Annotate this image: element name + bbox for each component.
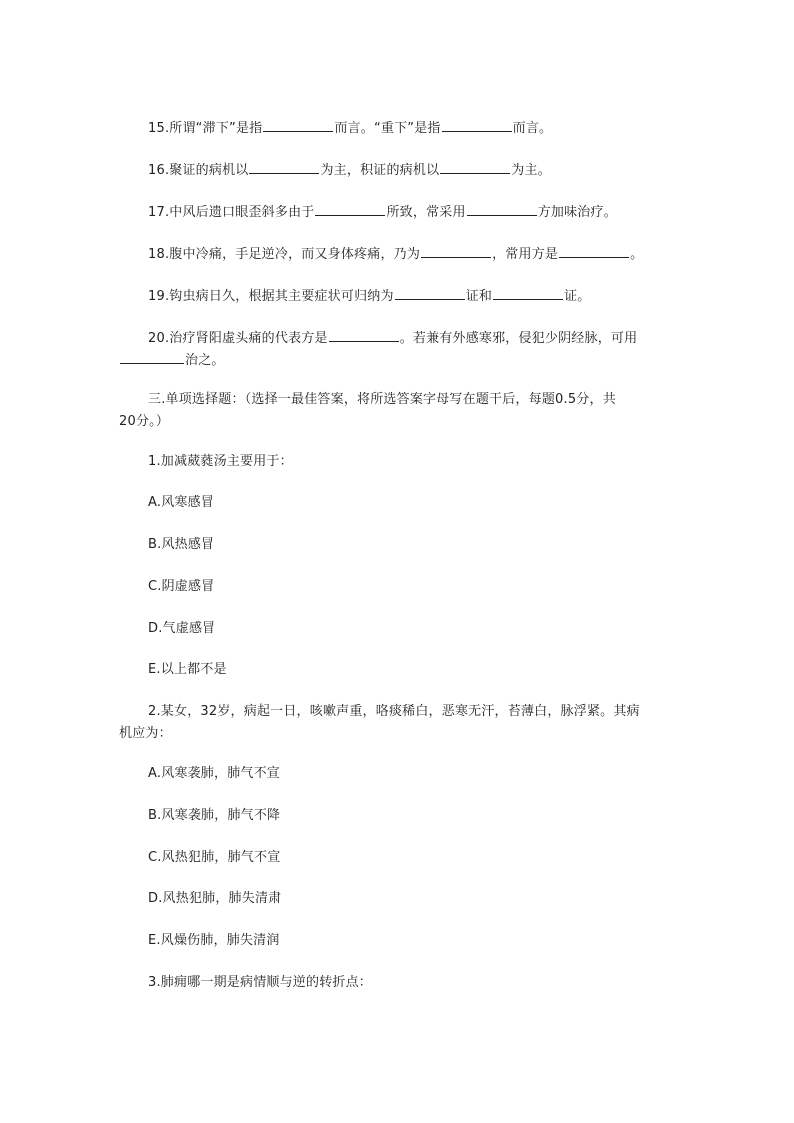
- question-text: 而言。: [512, 121, 553, 136]
- question-text: 为主，积证的病机以: [320, 163, 440, 178]
- answer-blank: [440, 161, 510, 174]
- answer-blank: [559, 245, 629, 258]
- question-text: 。: [630, 247, 644, 262]
- choice-option: C.风热犯肺，肺气不宣: [148, 850, 281, 865]
- answer-blank: [421, 245, 491, 258]
- choice-option: E.以上都不是: [148, 662, 227, 677]
- answer-blank: [249, 161, 319, 174]
- question-number: 18.: [148, 247, 170, 262]
- answer-blank: [442, 119, 512, 132]
- choice-option: E.风燥伤肺，肺失清润: [148, 933, 280, 948]
- fill-question-18: [148, 245, 643, 263]
- answer-blank: [329, 329, 399, 342]
- choice-option: B.风热感冒: [148, 537, 215, 552]
- question-text: 。若兼有外感寒邪，侵犯少阴经脉，可用: [399, 331, 638, 346]
- choice-question-stem: 2.某女，32岁，病起一日，咳嗽声重，咯痰稀白，恶寒无汗，苔薄白，脉浮紧。其病: [148, 704, 640, 719]
- question-text: ，常用方是: [492, 247, 559, 262]
- choice-option: D.气虚感冒: [148, 621, 216, 636]
- choice-option: D.风热犯肺，肺失清肃: [148, 891, 282, 906]
- fill-question-15: [148, 119, 552, 137]
- choice-question-stem: 1.加减葳蕤汤主要用于：: [148, 454, 293, 469]
- section-heading-continued: 20分。）: [119, 414, 170, 429]
- choice-option: A.风寒感冒: [148, 495, 214, 510]
- question-text: 而言。“重下”是指: [334, 121, 441, 136]
- fill-question-16: [148, 161, 551, 179]
- choice-option: B.风寒袭肺，肺气不降: [148, 808, 281, 823]
- fill-question-17: [148, 203, 617, 221]
- question-text: 钩虫病日久，根据其主要症状可归纳为: [169, 289, 394, 304]
- question-text: 证和: [465, 289, 493, 304]
- fill-question-20-continued: [119, 351, 225, 369]
- answer-blank: [493, 287, 563, 300]
- question-number: 16.: [148, 163, 170, 178]
- answer-blank: [467, 203, 537, 216]
- question-number: 19.: [148, 289, 170, 304]
- choice-option: C.阴虚感冒: [148, 579, 215, 594]
- question-text: 所致，常采用: [386, 205, 466, 220]
- fill-question-20: [148, 329, 637, 347]
- question-text: 中风后遗口眼歪斜多由于: [169, 205, 315, 220]
- fill-question-19: [148, 287, 591, 305]
- question-text: 证。: [564, 289, 591, 304]
- question-text: 腹中冷痛，手足逆冷，而又身体疼痛，乃为: [169, 247, 421, 262]
- answer-blank: [315, 203, 385, 216]
- choice-question-stem: 3.肺痈哪一期是病情顺与逆的转折点：: [148, 975, 373, 990]
- question-text: 治疗肾阳虚头痛的代表方是: [169, 331, 328, 346]
- question-text: 聚证的病机以: [169, 163, 249, 178]
- section-heading: 三.单项选择题：（选择一最佳答案，将所选答案字母写在题干后，每题0.5分，共: [148, 392, 616, 407]
- question-number: 20.: [148, 331, 170, 346]
- answer-blank: [120, 351, 184, 364]
- choice-question-stem-continued: 机应为：: [119, 726, 172, 741]
- answer-blank: [395, 287, 465, 300]
- question-number: 15.: [148, 121, 170, 136]
- question-number: 17.: [148, 205, 170, 220]
- question-text: 所谓“滞下”是指: [169, 121, 263, 136]
- question-text: 为主。: [511, 163, 551, 178]
- choice-option: A.风寒袭肺，肺气不宣: [148, 766, 280, 781]
- answer-blank: [263, 119, 333, 132]
- question-text: 方加味治疗。: [537, 205, 617, 220]
- question-text: 治之。: [185, 353, 225, 368]
